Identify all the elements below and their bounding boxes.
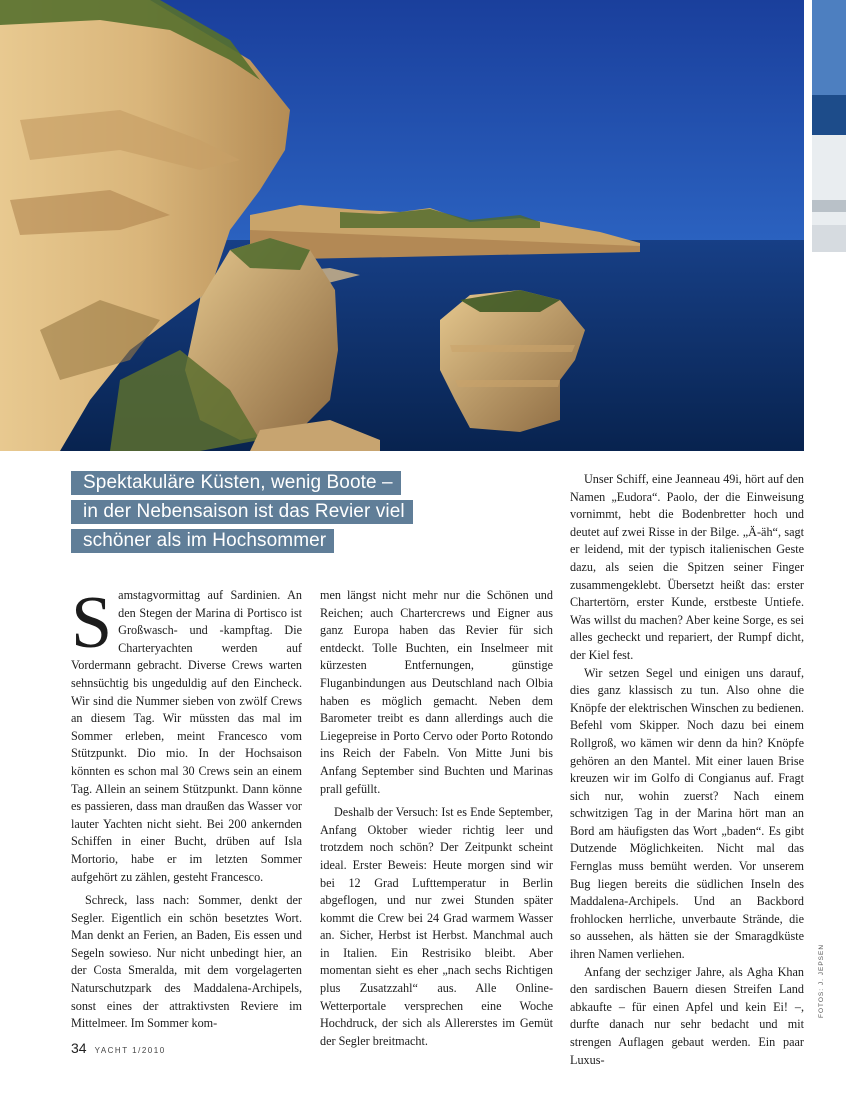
article-paragraph: Schreck, lass nach: Sommer, denkt der Segler. Eigentlich ein schön besetztes Wort. Man denkt an Ferien, an Baden, Eis essen und Segeln sowieso. Nur nicht unbedingt hier, an der Costa Smeralda, mit dem vorgelagerten Naturschutzpark des Maddalena-Archipels, sonst eines der attraktivsten Reviere im Mittelmeer. Im Sommer kom- (71, 893, 302, 1031)
article-paragraph: men längst nicht mehr nur die Schönen und Reichen; auch Chartercrews und Eigner aus ganz Europa haben das Revier für sich entdeckt. Tolle Buchten, ein Inselmeer mit kürzesten Entfernungen, günstige Fluganbindungen aus Deutschland nach Olbia haben es möglich gemacht. Neben dem Barometer treibt es dann allerdings auch die Liegepreise in Porto Cervo oder Porto Rotondo ins Reich der Fabeln. Von Mitte Juni bis Anfang September sind Buchten und Marinas prall gefüllt. (320, 588, 553, 796)
page-number: 34 (71, 1040, 87, 1056)
hero-photo (0, 0, 804, 451)
coastline-photo-illustration (0, 0, 804, 451)
article-paragraph: Deshalb der Versuch: Ist es Ende September, Anfang Oktober wieder richtig leer und trotzdem noch schön? Der Zeitpunkt scheint ideal. Erster Beweis: Heute morgen sind wir bei 12 Grad Lufttemperatur in Berlin abgeflogen, und nur zwei Stunden später kommt die Crew bei 24 Grad warmem Wasser an. Sicher, Herbst ist Herbst. Manchmal auch in Italien. Ein Restrisiko bleibt. Aber momentan sieht es eher „nach sechs Richtigen plus Zusatzzahl“ aus. Alle Online-Wetterportale versprechen eine Woche Hochdruck, der sich als Allererstes im Gemüt der Segler breitmacht. (320, 805, 553, 1048)
article-paragraph: Wir setzen Segel und einigen uns darauf, dies ganz klassisch zu tun. Also ohne die Knöpfe der elektrischen Winschen zu bedienen. Befehl vom Skipper. Noch dazu bei einem Rollgroß, wo kämen wir denn da hin? Knöpfe gehören an den Mantel. Mit einer lauen Brise kreuzen wir im Golfo di Congianus auf. Fragt sich nur, wohin zuerst? Nach einem schwitzigen Tag in der Marina hört man an Bord am häufigsten das Wort „baden“. Es gibt Dutzende Möglichkeiten. Nicht mal das Fernglas muss bemüht werden. Vor unserem Bug liegen bereits die südlichen Inseln des Maddalena-Archipels. Und an Backbord frohlocken herrliche, unverbaute Strände, die so aussehen, als hätten sie der Smaragdküste ihren Namen verliehen. (570, 665, 804, 962)
article-column-2 (320, 587, 553, 1050)
article-column-1 (71, 582, 302, 1033)
side-photo (812, 0, 846, 252)
article-paragraph: Samstagvormittag auf Sardinien. An den Stegen der Marina di Portisco ist Großwasch- und -kampftag. Die Charteryachten werden auf Vordermann gebracht. Diverse Crews warten sehnsüchtig bis ungeduldig auf den Eincheck. Wir sind die Nummer sieben von zwölf Crews an diesem Tag. Wir müssten das mal im Sommer erleben, meint Francesco vom Stützpunkt. Dio mio. In der Hochsaison könnten es schon mal 30 Crews sein an einem Tag. Allein an seinem Stützpunkt. Dann könne es passieren, dass man draußen das Wasser vor lauter Yachten nicht sieht. Bei 200 ankernden Schiffen in einer Bucht, drüben auf Isla Mortorio, habe er im letzten Sommer aufgehört zu zählen, gesteht Francesco. (71, 582, 302, 884)
magazine-issue: YACHT 1/2010 (94, 1046, 166, 1055)
photo-caption (71, 471, 413, 558)
caption-line: in der Nebensaison ist das Revier viel (71, 500, 413, 524)
article-paragraph: Anfang der sechziger Jahre, als Agha Khan den sardischen Bauern diesen Streifen Land abkaufte – für einen Apfel und kein Ei! –, durfte danach nur sehr bedacht und mit strengen Auflagen gebaut werden. Ein paar Luxus- (570, 964, 804, 1067)
drop-cap: S (71, 582, 113, 664)
article-paragraph: Unser Schiff, eine Jeanneau 49i, hört auf den Namen „Eudora“. Paolo, der die Einweisung vornimmt, hebt die Bodenbretter hoch und deutet auf zwei Risse in der Bilge. „Ä-äh“, sagt er leidend, mit der typisch italienischen Geste dazu, als seien die Spitzen seiner Finger zusammengeklebt. Übersetzt heißt das: erster Chartertörn, erster Kunde, erstbeste Untiefe. Was willst du machen? Aber keine Sorge, es sei alles gecheckt und repariert, der Rumpf dicht, der Kiel fest. (570, 472, 804, 662)
caption-line: schöner als im Hochsommer (71, 529, 413, 553)
caption-line: Spektakuläre Küsten, wenig Boote – (71, 471, 413, 495)
yacht-deck-photo-illustration (812, 0, 846, 252)
photo-credit: FOTOS: J. JEPSEN (818, 943, 825, 1018)
article-column-3 (570, 471, 804, 1069)
page-footer (71, 1040, 166, 1056)
